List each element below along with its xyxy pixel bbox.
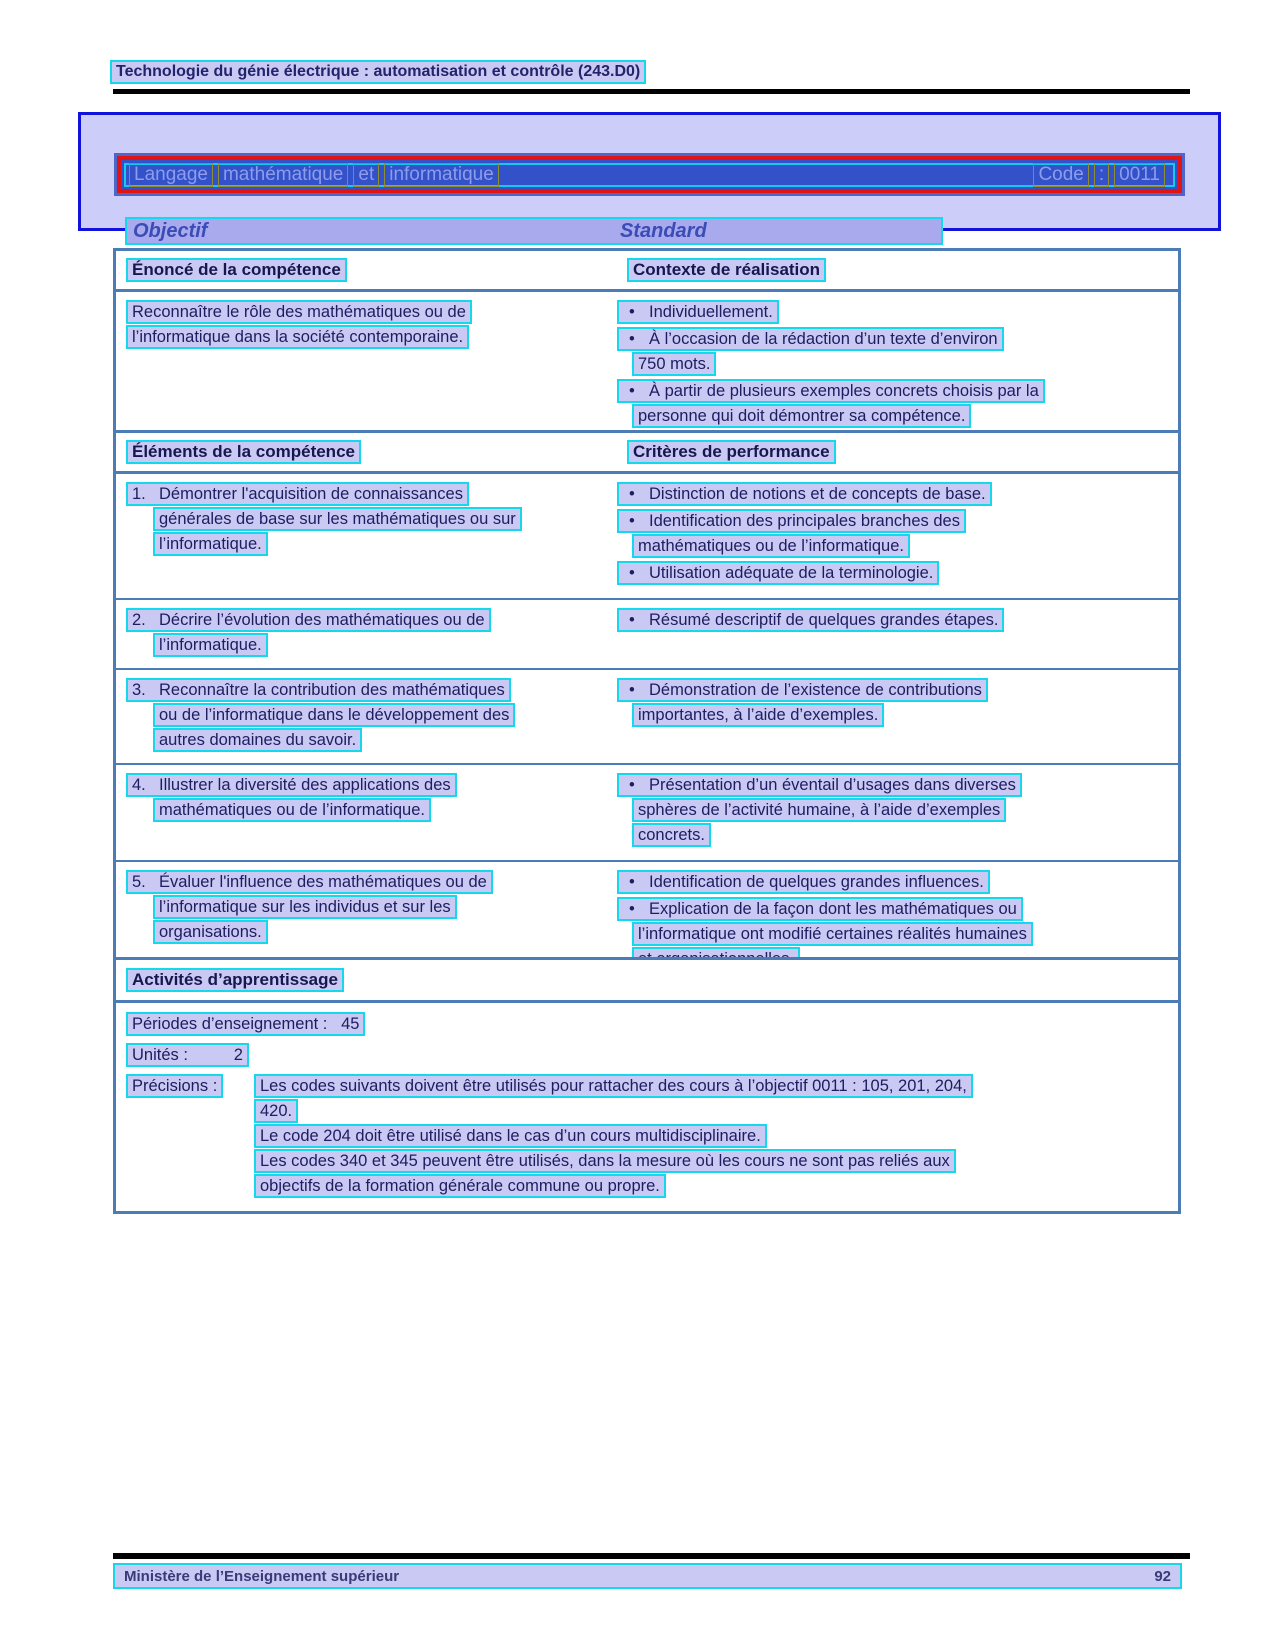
precisions-label-wrap <box>126 1074 254 1099</box>
element-line: 4. Illustrer la diversité des applications des <box>126 773 457 797</box>
bullet-dot: • <box>629 611 635 629</box>
element-cell <box>116 678 617 753</box>
element-row-1 <box>116 474 1178 598</box>
bullet-line: sphères de l’activité humaine, à l’aide d’exemples <box>632 798 1006 822</box>
bullet-item <box>617 608 1172 632</box>
element-number: 3. <box>132 681 146 699</box>
bullet-dot: • <box>629 382 635 400</box>
activities-header-row <box>116 960 1178 1003</box>
competence-table-header <box>116 251 1178 292</box>
element-cell <box>116 773 617 850</box>
element-cell <box>116 608 617 658</box>
bullet-line: • À l’occasion de la rédaction d’un texte d’environ <box>617 327 1004 351</box>
bullet-item <box>617 327 1172 376</box>
element-line: organisations. <box>153 920 268 944</box>
objectif-standard-band <box>125 217 943 245</box>
title-panel <box>78 112 1221 242</box>
bullet-item <box>617 482 1172 506</box>
bullet-item <box>617 379 1172 428</box>
bullet-dot: • <box>629 485 635 503</box>
bullet-line: • Démonstration de l’existence de contributions <box>617 678 988 702</box>
elements-table <box>113 430 1181 1039</box>
bullet-item <box>617 870 1172 894</box>
element-row-3 <box>116 668 1178 763</box>
bullet-dot: • <box>629 564 635 582</box>
bullet-dot: • <box>629 776 635 794</box>
bullet-line: • Individuellement. <box>617 300 779 324</box>
code-separator: : <box>1094 163 1109 187</box>
statement-line: l’informatique dans la société contemporaine. <box>126 325 469 349</box>
element-line: mathématiques ou de l’informatique. <box>153 798 431 822</box>
bullet-line: • Explication de la façon dont les mathématiques ou <box>617 897 1023 921</box>
element-row-4 <box>116 763 1178 860</box>
element-line: l’informatique. <box>153 633 268 657</box>
element-line: autres domaines du savoir. <box>153 728 362 752</box>
periods-line: Périodes d’enseignement : 45 <box>126 1012 365 1036</box>
criteria-cell <box>617 482 1178 588</box>
element-line: 5. Évaluer l'influence des mathématiques ou de <box>126 870 493 894</box>
bullet-dot: • <box>629 330 635 348</box>
footer-rule <box>113 1553 1190 1559</box>
bullet-item <box>617 300 1172 324</box>
criteria-cell <box>617 608 1178 658</box>
bullet-line: • Présentation d’un éventail d’usages dans diverses <box>617 773 1022 797</box>
element-number: 5. <box>132 873 146 891</box>
element-cell <box>116 482 617 588</box>
element-line: ou de l’informatique dans le développement des <box>153 703 515 727</box>
ministry-name: Ministère de l’Enseignement supérieur <box>124 1567 400 1585</box>
banner-word: informatique <box>384 163 499 187</box>
header-enonce: Énoncé de la compétence <box>126 258 347 282</box>
standard-heading: Standard <box>620 220 707 242</box>
activities-table <box>113 957 1181 1214</box>
statement-cell <box>116 300 617 431</box>
objectif-heading: Objectif <box>133 220 208 242</box>
bullet-dot: • <box>629 681 635 699</box>
statement-line: Reconnaître le rôle des mathématiques ou de <box>126 300 472 324</box>
bullet-dot: • <box>629 512 635 530</box>
element-line: 2. Décrire l’évolution des mathématiques ou de <box>126 608 491 632</box>
bullet-dot: • <box>629 303 635 321</box>
bullet-line: • Distinction de notions et de concepts de base. <box>617 482 992 506</box>
activities-body <box>116 1003 1178 1211</box>
bullet-line: l’informatique ont modifié certaines réalités humaines <box>632 922 1033 946</box>
element-line: générales de base sur les mathématiques ou sur <box>153 507 522 531</box>
bullet-line: concrets. <box>632 823 711 847</box>
precisions-lines <box>254 1074 973 1199</box>
header-rule <box>113 89 1190 94</box>
footer-bar <box>113 1563 1182 1589</box>
bullet-line: 750 mots. <box>632 352 716 376</box>
header-elements: Éléments de la compétence <box>126 440 361 464</box>
elements-table-header <box>116 433 1178 474</box>
bullet-item <box>617 561 1172 585</box>
precisions-line: objectifs de la formation générale commune ou propre. <box>254 1174 666 1198</box>
element-row-2 <box>116 598 1178 668</box>
course-banner-red-frame <box>117 156 1182 193</box>
header-criteres: Critères de performance <box>627 440 836 464</box>
bullet-line: mathématiques ou de l’informatique. <box>632 534 910 558</box>
banner-word: Langage <box>129 163 213 187</box>
course-banner <box>114 153 1185 196</box>
precisions-line: 420. <box>254 1099 298 1123</box>
element-number: 4. <box>132 776 146 794</box>
bullet-item <box>617 773 1172 847</box>
context-cell <box>617 300 1178 431</box>
activities-header: Activités d’apprentissage <box>126 968 344 992</box>
program-title: Technologie du génie électrique : automatisation et contrôle (243.D0) <box>110 60 646 84</box>
code-value: 0011 <box>1114 163 1165 187</box>
criteria-cell <box>617 678 1178 753</box>
bullet-line: • Utilisation adéquate de la terminologie. <box>617 561 939 585</box>
precisions-line: Les codes suivants doivent être utilisés pour rattacher des cours à l’objectif 0011 : 105, 201, 204, <box>254 1074 973 1098</box>
bullet-line: • Identification des principales branches des <box>617 509 966 533</box>
bullet-line: • À partir de plusieurs exemples concrets choisis par la <box>617 379 1045 403</box>
bullet-line: • Identification de quelques grandes influences. <box>617 870 990 894</box>
competence-table <box>113 248 1181 444</box>
precisions-line: Le code 204 doit être utilisé dans le cas d’un cours multidisciplinaire. <box>254 1124 767 1148</box>
header-contexte: Contexte de réalisation <box>627 258 826 282</box>
element-line: l’informatique. <box>153 532 268 556</box>
code-label: Code <box>1033 163 1088 187</box>
bullet-line: personne qui doit démontrer sa compétence. <box>632 404 971 428</box>
bullet-item <box>617 509 1172 558</box>
periods-row <box>126 1012 1178 1036</box>
element-number: 1. <box>132 485 146 503</box>
element-line: 3. Reconnaître la contribution des mathématiques <box>126 678 511 702</box>
bullet-line: importantes, à l’aide d’exemples. <box>632 703 884 727</box>
competence-row <box>116 292 1178 441</box>
running-header <box>110 60 646 85</box>
bullet-line: • Résumé descriptif de quelques grandes étapes. <box>617 608 1004 632</box>
precisions-label: Précisions : <box>126 1074 223 1098</box>
banner-word: et <box>353 163 379 187</box>
units-line: Unités : 2 <box>126 1043 249 1067</box>
element-line: 1. Démontrer l'acquisition de connaissances <box>126 482 469 506</box>
page-number: 92 <box>1154 1567 1171 1585</box>
element-line: l’informatique sur les individus et sur les <box>153 895 457 919</box>
precisions-row <box>126 1074 1178 1199</box>
units-row <box>126 1043 1178 1067</box>
criteria-cell <box>617 773 1178 850</box>
bullet-dot: • <box>629 900 635 918</box>
banner-word: mathématique <box>218 163 348 187</box>
precisions-line: Les codes 340 et 345 peuvent être utilisés, dans la mesure où les cours ne sont pas reliés aux <box>254 1149 956 1173</box>
element-number: 2. <box>132 611 146 629</box>
bullet-dot: • <box>629 873 635 891</box>
course-banner-line <box>124 163 1175 187</box>
bullet-item <box>617 678 1172 727</box>
